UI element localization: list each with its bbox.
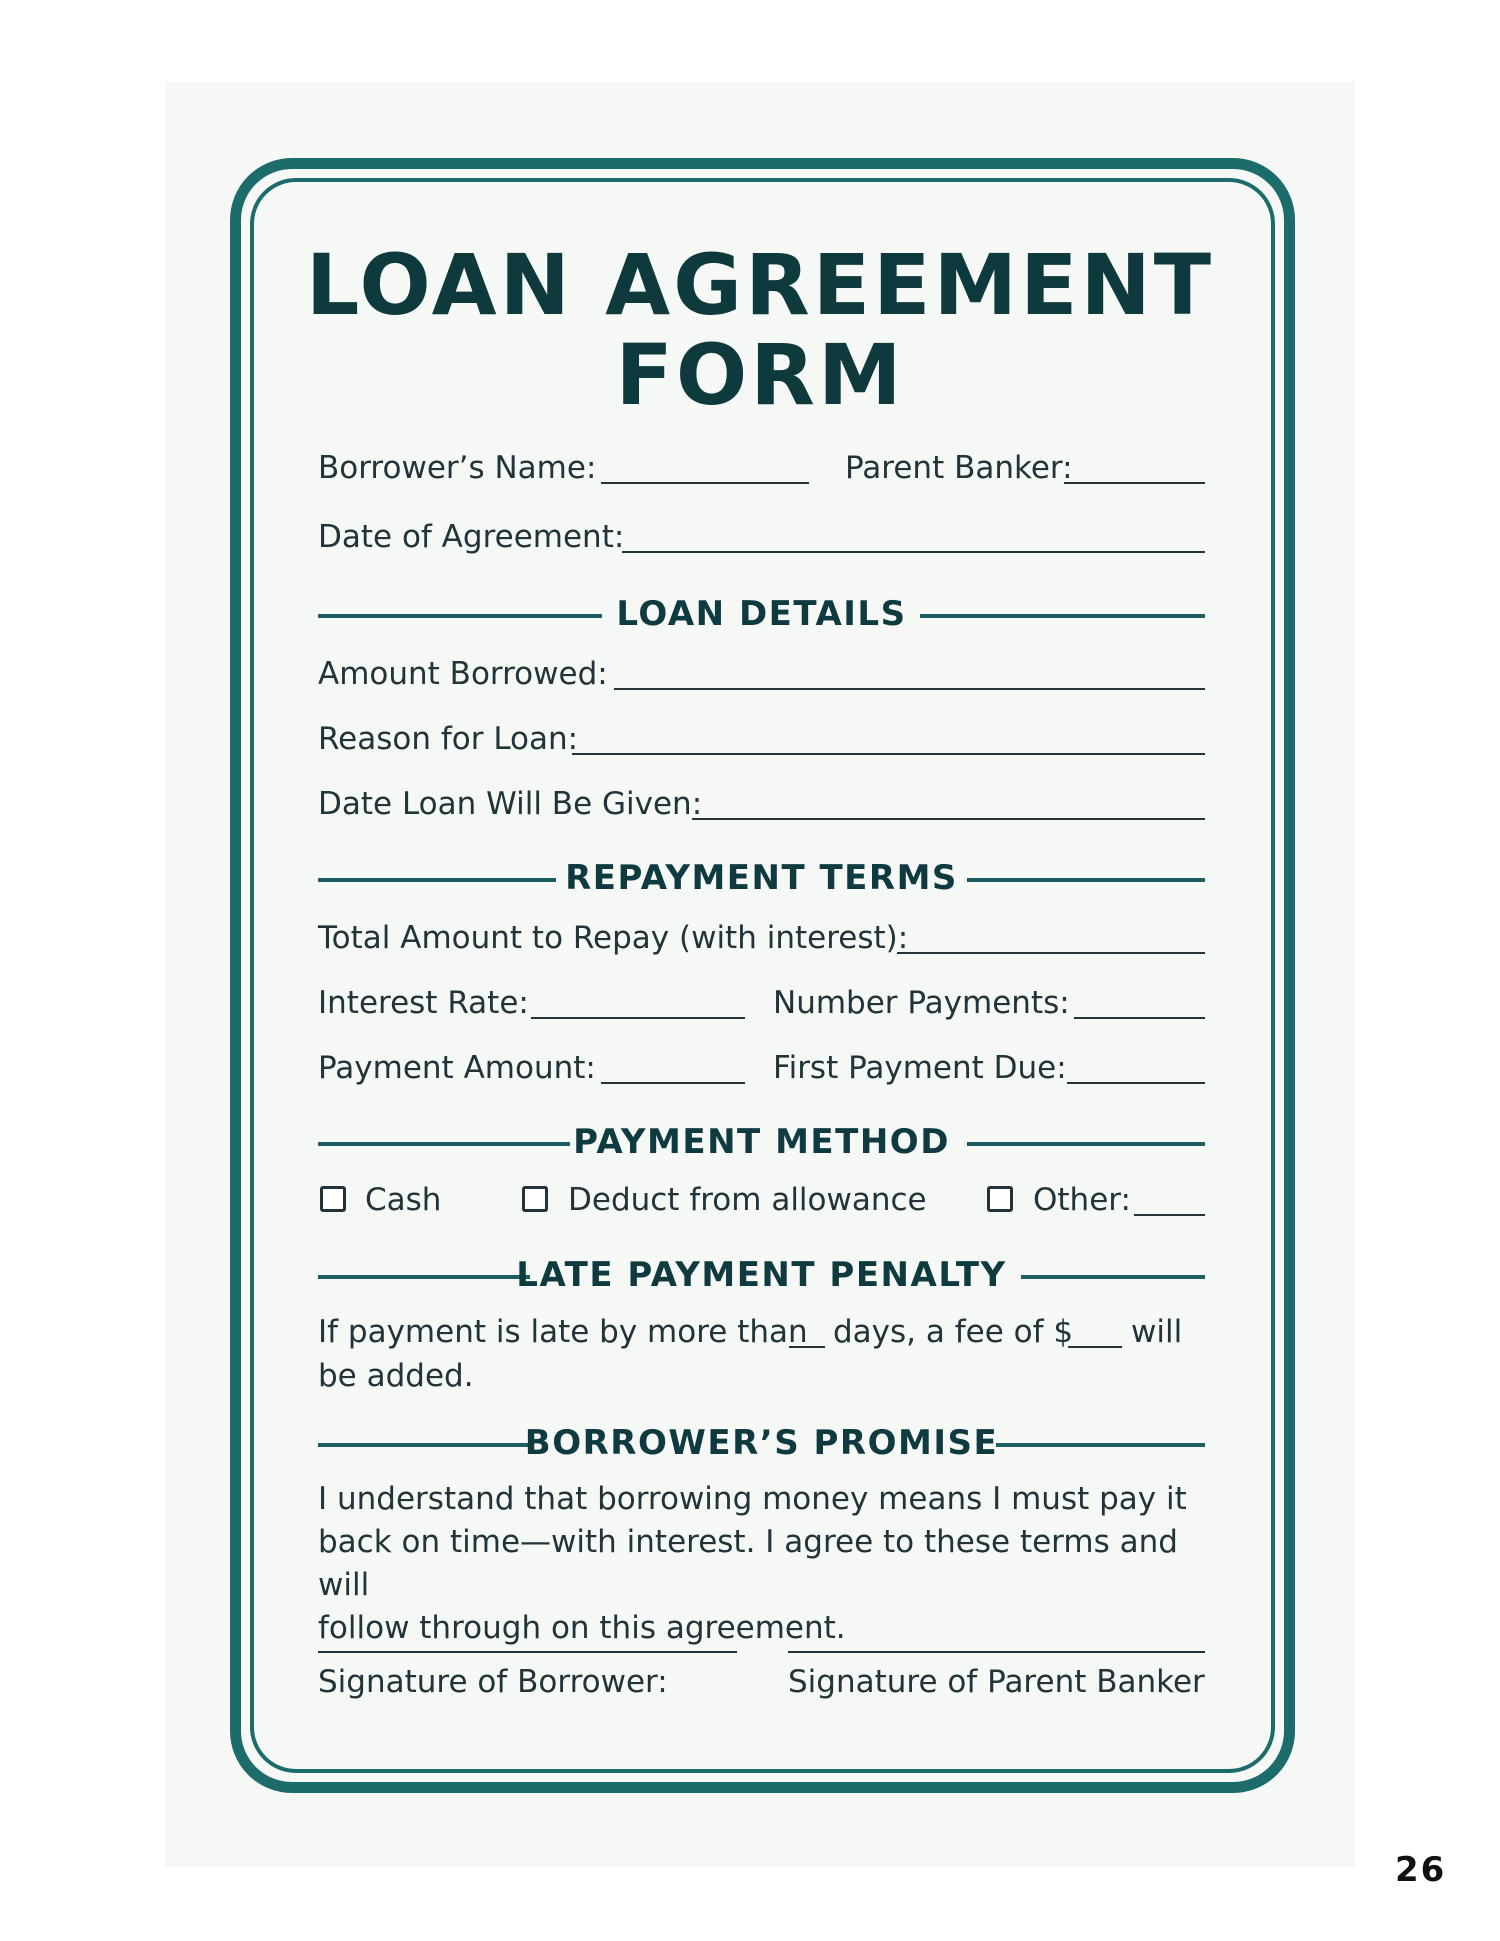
promise-line-2: back on time—with interest. I agree to these terms and will <box>318 1524 1178 1603</box>
date-of-agreement-field[interactable] <box>622 551 1205 553</box>
amount-borrowed-label: Amount Borrowed: <box>318 656 608 692</box>
interest-rate-field[interactable] <box>531 1017 745 1019</box>
total-repay-label: Total Amount to Repay (with interest): <box>318 920 909 956</box>
late-days-field[interactable] <box>789 1346 825 1348</box>
borrower-signature-line[interactable] <box>318 1651 737 1653</box>
section-rule-right <box>1021 1275 1205 1279</box>
deduct-allowance-checkbox[interactable] <box>522 1186 548 1212</box>
first-payment-due-label: First Payment Due: <box>773 1050 1067 1086</box>
parent-banker-signature-line[interactable] <box>788 1651 1205 1653</box>
borrower-signature-label: Signature of Borrower: <box>318 1664 668 1700</box>
late-payment-text-part3: will <box>1131 1314 1183 1350</box>
reason-for-loan-field[interactable] <box>572 753 1205 755</box>
date-loan-given-field[interactable] <box>692 818 1205 820</box>
cash-label: Cash <box>365 1182 442 1218</box>
parent-banker-field[interactable] <box>1064 482 1205 484</box>
late-fee-field[interactable] <box>1068 1346 1122 1348</box>
form-title-line1: LOAN AGREEMENT <box>305 236 1215 334</box>
promise-line-1: I understand that borrowing money means I must pay it <box>318 1481 1187 1517</box>
other-field[interactable] <box>1134 1214 1205 1216</box>
payment-amount-label: Payment Amount: <box>318 1050 596 1086</box>
total-repay-field[interactable] <box>897 952 1205 954</box>
borrower-name-label: Borrower’s Name: <box>318 450 597 486</box>
payment-amount-field[interactable] <box>601 1082 745 1084</box>
late-payment-heading: LATE PAYMENT PENALTY <box>516 1255 1007 1295</box>
section-rule-right <box>920 614 1205 618</box>
page-number: 26 <box>1395 1850 1447 1890</box>
promise-section-header <box>318 1423 1205 1463</box>
amount-borrowed-field[interactable] <box>614 688 1205 690</box>
section-rule-right <box>996 1443 1205 1447</box>
other-checkbox[interactable] <box>987 1186 1013 1212</box>
late-payment-text-line2: be added. <box>318 1358 474 1394</box>
reason-for-loan-label: Reason for Loan: <box>318 721 579 757</box>
section-rule-right <box>967 878 1205 882</box>
section-rule-right <box>967 1142 1205 1146</box>
late-payment-text-part2: days, a fee of $ <box>833 1314 1074 1350</box>
loan-details-heading: LOAN DETAILS <box>616 594 907 634</box>
number-payments-field[interactable] <box>1074 1017 1205 1019</box>
payment-method-section-header <box>318 1122 1205 1162</box>
other-label: Other: <box>1033 1182 1131 1218</box>
date-of-agreement-label: Date of Agreement: <box>318 519 625 555</box>
parent-banker-label: Parent Banker: <box>845 450 1073 486</box>
repayment-terms-heading: REPAYMENT TERMS <box>565 858 958 898</box>
late-payment-section-header <box>318 1255 1205 1295</box>
late-payment-text-part1: If payment is late by more than <box>318 1314 808 1350</box>
form-title-line2: FORM <box>615 326 905 424</box>
promise-heading: BORROWER’S PROMISE <box>524 1423 999 1463</box>
first-payment-due-field[interactable] <box>1067 1082 1205 1084</box>
promise-line-3: follow through on this agreement. <box>318 1610 846 1646</box>
number-payments-label: Number Payments: <box>773 985 1070 1021</box>
cash-checkbox[interactable] <box>320 1186 346 1212</box>
loan-details-section-header <box>318 594 1205 634</box>
promise-paragraph <box>318 1478 1218 1650</box>
interest-rate-label: Interest Rate: <box>318 985 529 1021</box>
repayment-terms-section-header <box>318 858 1205 898</box>
deduct-allowance-label: Deduct from allowance <box>568 1182 927 1218</box>
date-loan-given-label: Date Loan Will Be Given: <box>318 786 703 822</box>
payment-method-heading: PAYMENT METHOD <box>573 1122 950 1162</box>
parent-banker-signature-label: Signature of Parent Banker <box>788 1664 1205 1700</box>
borrower-name-field[interactable] <box>601 482 809 484</box>
